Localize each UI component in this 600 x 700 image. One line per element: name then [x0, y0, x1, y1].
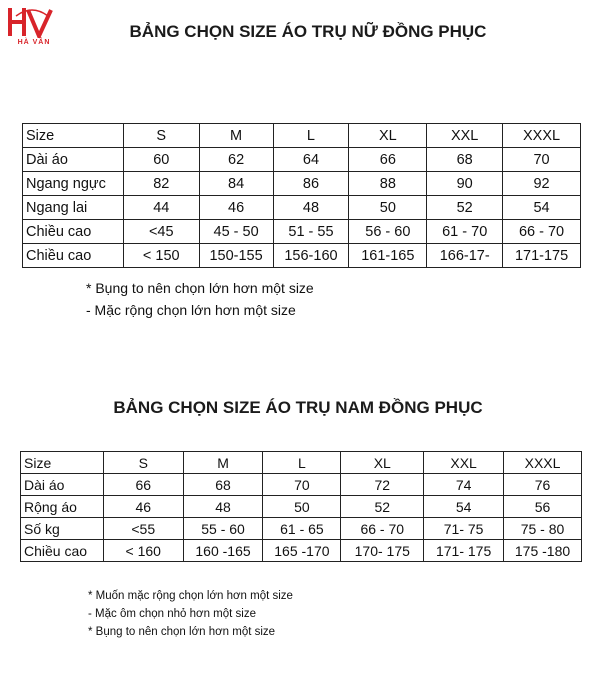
row-label: Ngang lai [23, 196, 124, 220]
table-cell: 156-160 [273, 244, 349, 268]
table-cell: 44 [123, 196, 199, 220]
table-cell: 51 - 55 [273, 220, 349, 244]
table-cell: 84 [199, 172, 273, 196]
table-cell: 62 [199, 148, 273, 172]
row-label: Chiều cao [21, 540, 104, 562]
row-label: Rộng áo [21, 496, 104, 518]
table-cell: 68 [183, 474, 263, 496]
table-cell: 86 [273, 172, 349, 196]
table-cell: 60 [123, 148, 199, 172]
table-cell: 75 - 80 [504, 518, 582, 540]
table-row [21, 540, 582, 562]
table-row [23, 244, 581, 268]
row-label: Chiều cao [23, 220, 124, 244]
table-row [23, 196, 581, 220]
table-cell: 92 [503, 172, 581, 196]
female-size-table [22, 123, 581, 268]
table-cell: XXL [427, 124, 503, 148]
table-cell: 76 [504, 474, 582, 496]
male-size-table [20, 451, 582, 562]
table-cell: 50 [263, 496, 341, 518]
table-cell: L [263, 452, 341, 474]
table-row [21, 496, 582, 518]
table-cell: 72 [341, 474, 424, 496]
table-cell: 170- 175 [341, 540, 424, 562]
table-cell: 64 [273, 148, 349, 172]
table-cell: 52 [427, 196, 503, 220]
table-cell: 48 [273, 196, 349, 220]
table-cell: 66 [103, 474, 183, 496]
table-cell: 160 -165 [183, 540, 263, 562]
table-cell: 54 [503, 196, 581, 220]
table-cell: XL [349, 124, 427, 148]
table-cell: 70 [503, 148, 581, 172]
table-row [23, 148, 581, 172]
table-row [21, 474, 582, 496]
note-item: - Mặc rộng chọn lớn hơn một size [86, 302, 296, 318]
table-cell: 175 -180 [504, 540, 582, 562]
table-cell: XXXL [503, 124, 581, 148]
table-cell: 70 [263, 474, 341, 496]
table-header-row [23, 124, 581, 148]
table-cell: 90 [427, 172, 503, 196]
note-item: * Bụng to nên chọn lớn hơn một size [86, 280, 314, 296]
row-label: Dài áo [23, 148, 124, 172]
table-cell: 61 - 65 [263, 518, 341, 540]
row-label: Ngang ngực [23, 172, 124, 196]
table-cell: 66 - 70 [503, 220, 581, 244]
table-cell: 150-155 [199, 244, 273, 268]
table-cell: XXL [424, 452, 504, 474]
table-cell: 171-175 [503, 244, 581, 268]
table-cell: M [199, 124, 273, 148]
table-cell: <45 [123, 220, 199, 244]
note-item: * Muốn mặc rộng chọn lớn hơn một size [88, 590, 293, 602]
table-cell: 161-165 [349, 244, 427, 268]
table-row [21, 518, 582, 540]
row-label: Chiều cao [23, 244, 124, 268]
table-cell: S [103, 452, 183, 474]
female-table-title: BẢNG CHỌN SIZE ÁO TRỤ NỮ ĐỒNG PHỤC [129, 22, 487, 41]
table-cell: 88 [349, 172, 427, 196]
row-label: Dài áo [21, 474, 104, 496]
table-cell: 68 [427, 148, 503, 172]
note-item: * Bụng to nên chọn lớn hơn một size [88, 626, 276, 638]
male-table-title: BẢNG CHỌN SIZE ÁO TRỤ NAM ĐỒNG PHỤC [113, 398, 483, 417]
table-cell: <55 [103, 518, 183, 540]
table-header-row [21, 452, 582, 474]
note-item: - Mặc ôm chọn nhỏ hơn một size [88, 608, 256, 620]
table-cell: 56 - 60 [349, 220, 427, 244]
table-cell: 165 -170 [263, 540, 341, 562]
table-cell: 55 - 60 [183, 518, 263, 540]
table-cell: 46 [103, 496, 183, 518]
table-cell: 48 [183, 496, 263, 518]
table-cell: < 150 [123, 244, 199, 268]
table-cell: 54 [424, 496, 504, 518]
table-cell: 52 [341, 496, 424, 518]
table-cell: S [123, 124, 199, 148]
table-cell: 82 [123, 172, 199, 196]
table-cell: < 160 [103, 540, 183, 562]
row-label: Số kg [21, 518, 104, 540]
table-cell: 171- 175 [424, 540, 504, 562]
logo-text: HÀ VÂN [17, 39, 51, 46]
table-cell: 46 [199, 196, 273, 220]
table-cell: M [183, 452, 263, 474]
table-cell: 56 [504, 496, 582, 518]
table-cell: 166-17- [427, 244, 503, 268]
row-label: Size [21, 452, 104, 474]
table-row [23, 172, 581, 196]
table-cell: 66 [349, 148, 427, 172]
table-cell: 66 - 70 [341, 518, 424, 540]
male-notes [88, 587, 293, 641]
table-cell: 74 [424, 474, 504, 496]
table-cell: 71- 75 [424, 518, 504, 540]
table-cell: 45 - 50 [199, 220, 273, 244]
table-cell: XL [341, 452, 424, 474]
row-label: Size [23, 124, 124, 148]
female-notes [86, 277, 314, 321]
table-cell: L [273, 124, 349, 148]
table-cell: 50 [349, 196, 427, 220]
table-cell: XXXL [504, 452, 582, 474]
table-cell: 61 - 70 [427, 220, 503, 244]
table-row [23, 220, 581, 244]
